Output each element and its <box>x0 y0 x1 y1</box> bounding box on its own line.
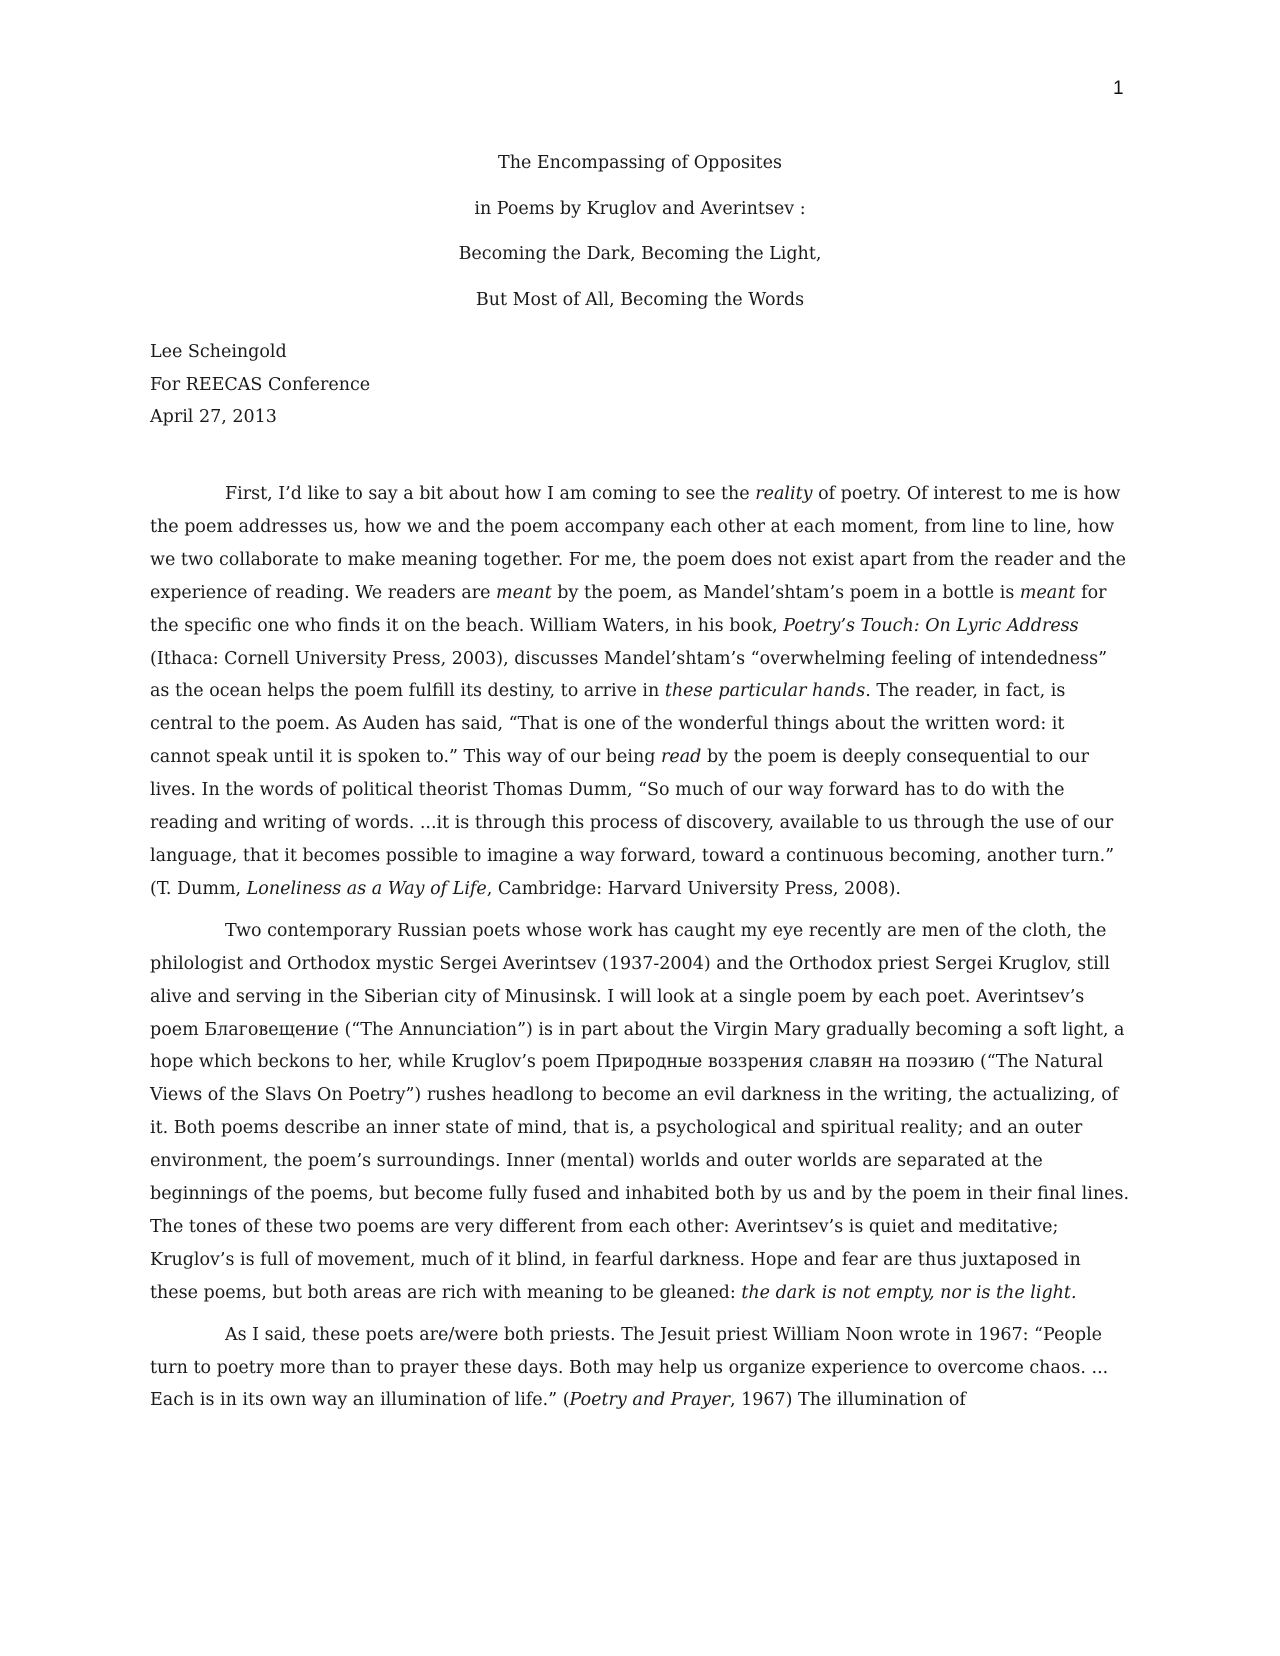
text-run: (Ithaca: Cornell University Press, 2003), discusses Mandel’shtam’s “overwhelming feeling of intendedness” as the ocean helps the poem fulfill its destiny, to arrive in <box>150 648 1108 702</box>
text-run: for the specific one who finds it on the beach. William Waters, in his book, <box>150 582 1107 636</box>
italic-run: reality <box>755 484 813 504</box>
text-run: of poetry. Of interest to me is how the poem addresses us, how we and the poem accompany each other at each moment, from line to line, how we two collaborate to make meaning together. For me, the poem does not exist apart from the reader and the experience of reading. We readers are <box>150 484 1126 603</box>
title-line-3: Becoming the Dark, Becoming the Light, <box>458 244 822 264</box>
text-run: . The reader, in fact, is central to the poem. As Auden has said, “That is one of the wonderful things about the written word: it cannot speak until it is spoken to.” This way of our being <box>150 681 1066 768</box>
text-run: by the poem is deeply consequential to our lives. In the words of political theorist Thomas Dumm, “So much of our way forward has to do with the reading and writing of words. ...it is through this process of discovery, available to us through the use of our language, that it becomes possible to imagine a way forward, toward a continuous becoming, another turn.” (T. Dumm, <box>150 747 1115 899</box>
document-date: April 27, 2013 <box>150 407 277 427</box>
italic-run: the dark is not empty, nor is the light. <box>741 1282 1077 1303</box>
text-run: , Cambridge: Harvard University Press, 2008). <box>486 878 901 899</box>
paragraph-3 <box>150 1319 1130 1418</box>
paragraph-1 <box>150 478 1130 906</box>
page-number: 1 <box>1113 78 1124 99</box>
italic-run: Poetry and Prayer <box>569 1390 730 1411</box>
byline <box>150 336 370 434</box>
text-run: , 1967) The illumination of <box>730 1390 966 1411</box>
italic-run: these particular hands <box>664 681 866 702</box>
text-run: by the poem, as Mandel’shtam’s poem in a bottle is <box>551 582 1020 603</box>
italic-run: meant <box>1019 582 1076 603</box>
italic-run: meant <box>496 582 552 603</box>
paragraph-2 <box>150 915 1130 1310</box>
event-name: For REECAS Conference <box>150 374 371 395</box>
italic-run: read <box>661 747 702 768</box>
body-text <box>150 478 1130 1426</box>
italic-run: Loneliness as a Way of Life <box>246 878 487 899</box>
italic-run: Poetry’s Touch: On Lyric Address <box>783 615 1079 636</box>
text-run: First, I’d like to say a bit about how I am coming to see the <box>225 484 756 504</box>
document-title <box>150 152 1130 334</box>
title-line-1: The Encompassing of Opposites <box>498 153 782 173</box>
title-line-4: But Most of All, Becoming the Words <box>475 289 805 310</box>
author-name: Lee Scheingold <box>150 342 287 362</box>
text-run: As I said, these poets are/were both priests. The Jesuit priest William Noon wrote in 1967: “People turn to poetry more than to prayer these days. Both may help us organize experience to overcome chaos. ... Each is in its own way an illumination of life.” ( <box>150 1324 1109 1411</box>
text-run: Two contemporary Russian poets whose work has caught my eye recently are men of the cloth, the philologist and Orthodox mystic Sergei Averintsev (1937-2004) and the Orthodox priest Sergei Kruglov, still alive and serving in the Siberian city of Minusinsk. I will look at a single poem by each poet. Averintsev’s poem Благовещение (“The Annunciation”) is in part about the Virgin Mary gradually becoming a soft light, a hope which beckons to her, while Kruglov’s poem Природные воззрения славян на поэзию (“The Natural Views of the Slavs On Poetry”) rushes headlong to become an evil darkness in the writing, the actualizing, of it. Both poems describe an inner state of mind, that is, a psychological and spiritual reality; and an outer environment, the poem’s surroundings. Inner (mental) worlds and outer worlds are separated at the beginnings of the poems, but become fully fused and inhabited both by us and by the poem in their final lines. The tones of these two poems are very different from each other: Averintsev’s is quiet and meditative; Kruglov’s is full of movement, much of it blind, in fearful darkness. Hope and fear are thus juxtaposed in these poems, but both areas are rich with meaning to be gleaned: <box>150 920 1130 1303</box>
title-line-2: in Poems by Kruglov and Averintsev : <box>474 198 806 219</box>
